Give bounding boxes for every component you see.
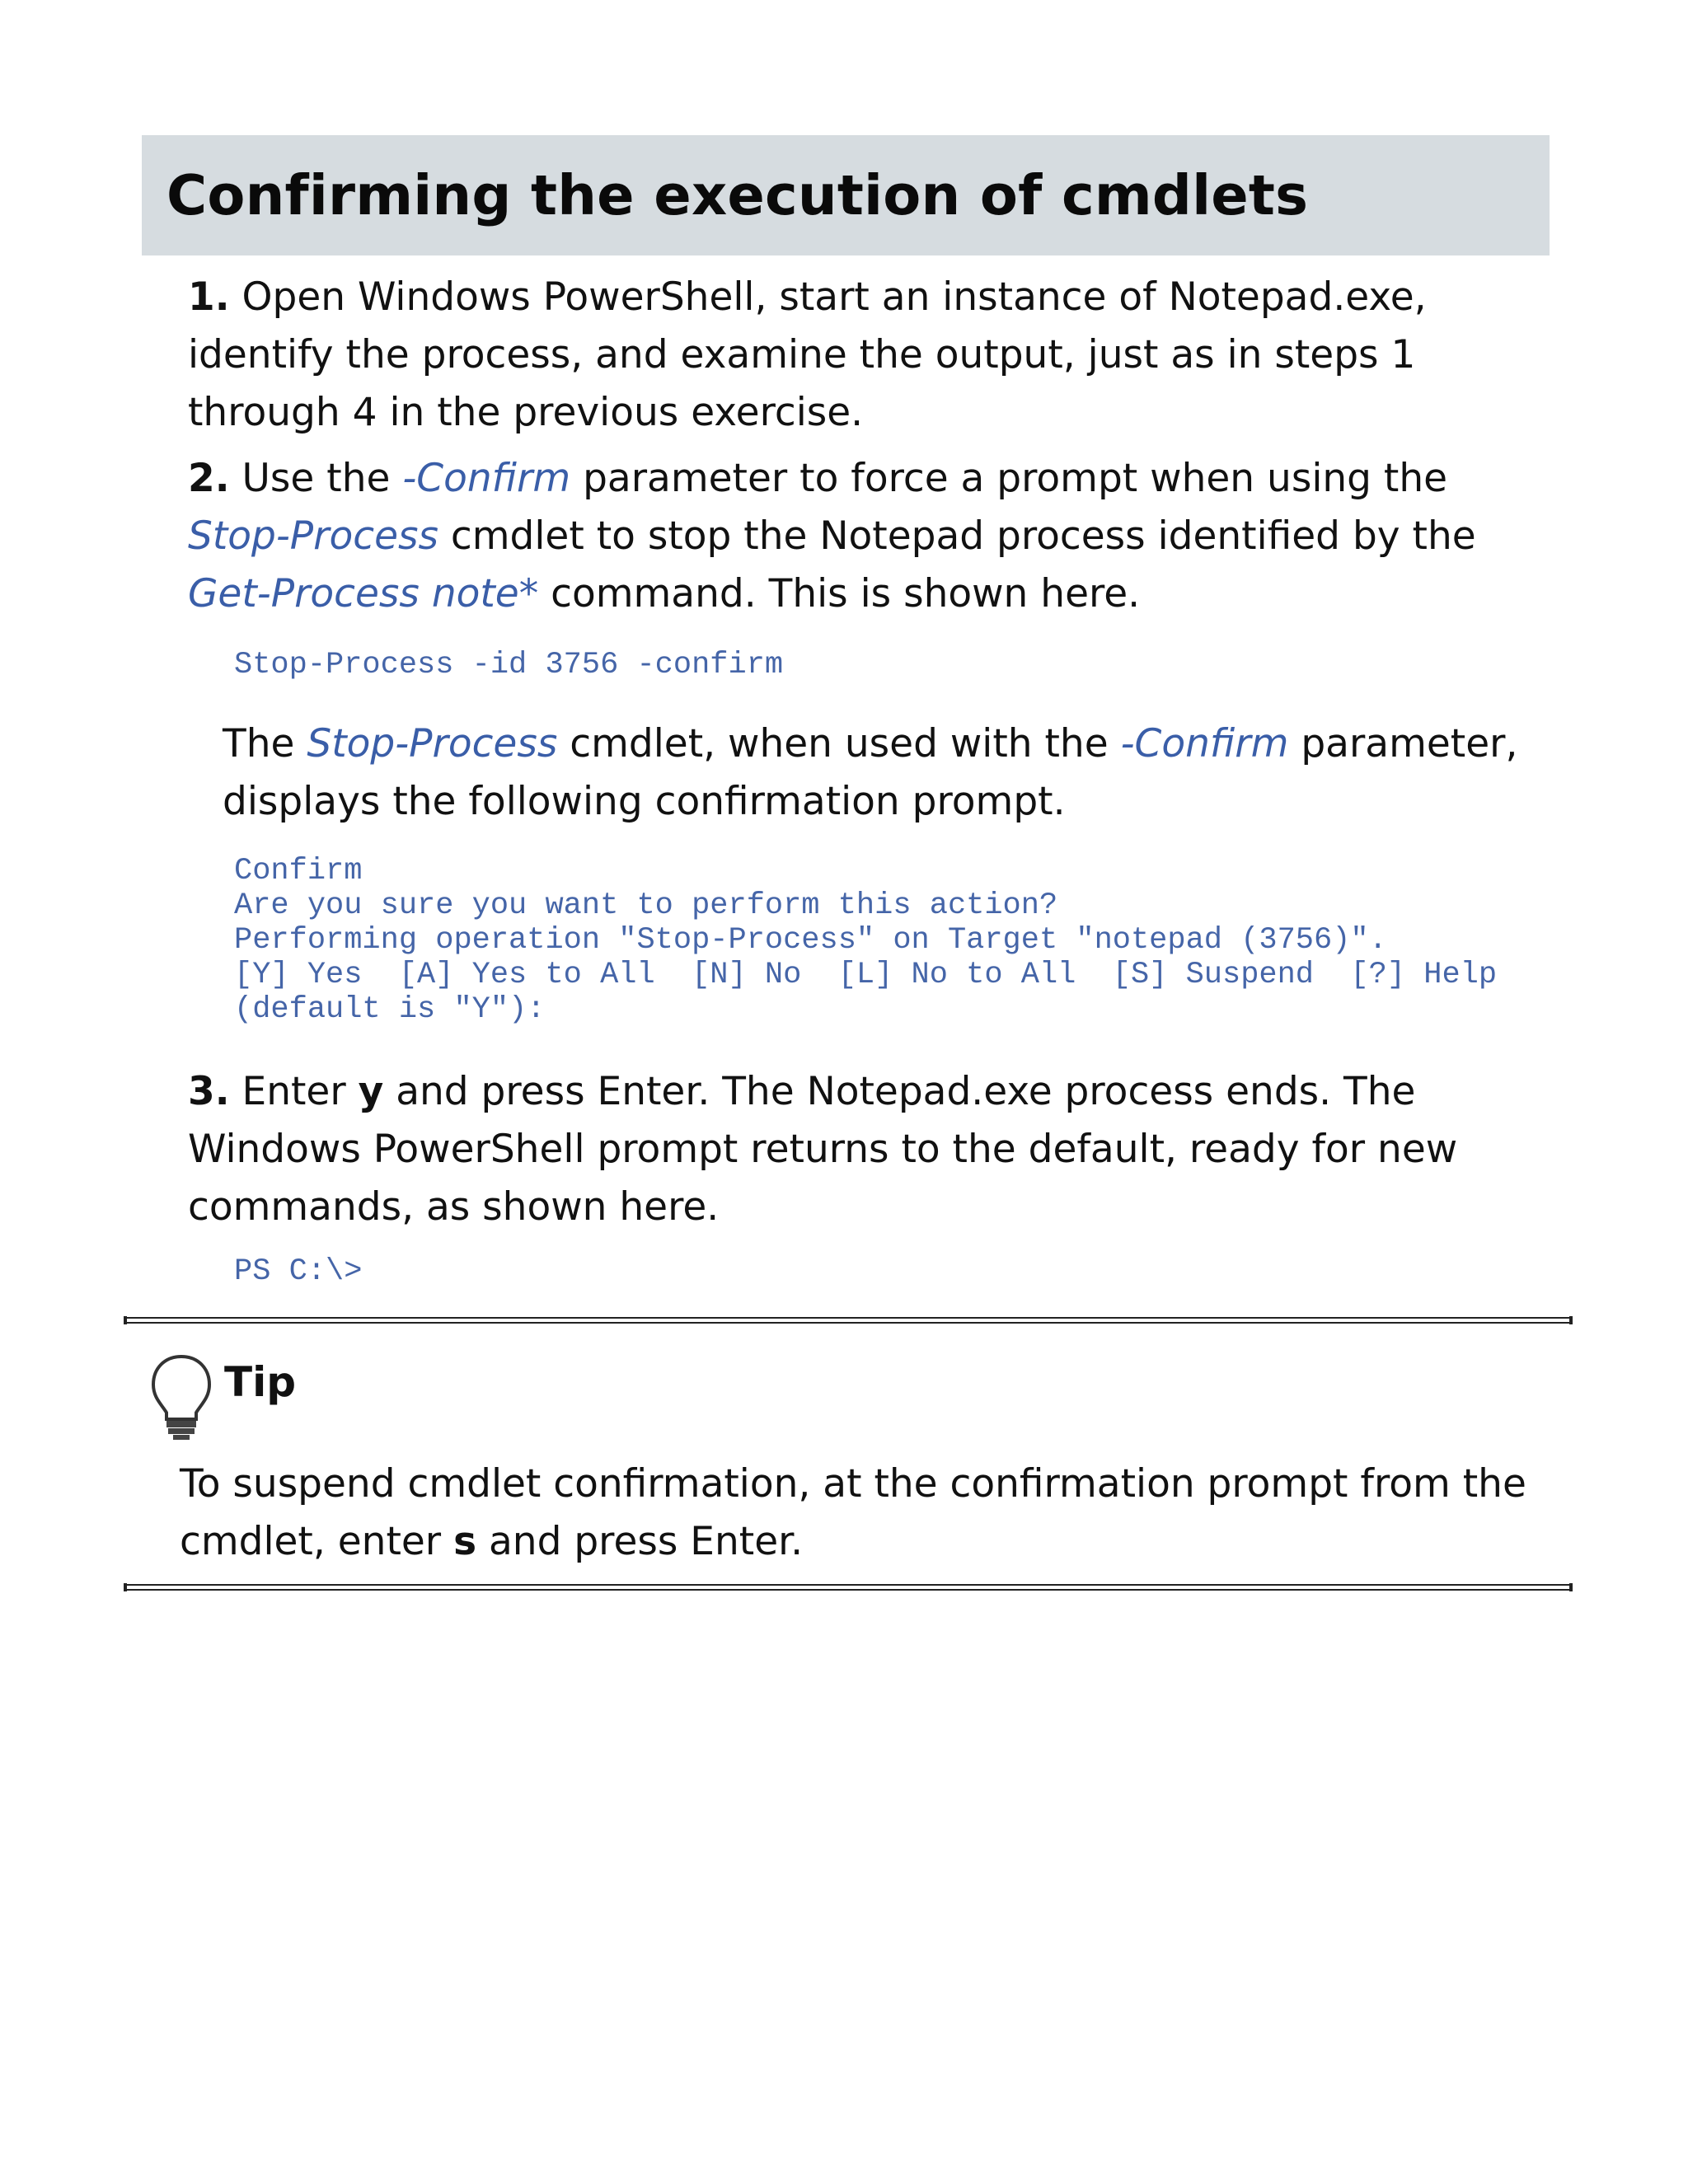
section-title: Confirming the execution of cmdlets (166, 163, 1309, 227)
tip-bottom-rule (124, 1584, 1573, 1591)
step-text-post: command. This is shown here. (538, 571, 1141, 616)
step-text-pre: Use the (241, 456, 403, 501)
step-number: 3. (188, 1069, 230, 1114)
code-line: (default is "Y"): (234, 992, 546, 1027)
term-stop-process: Stop-Process (188, 513, 438, 559)
step-1 (188, 269, 1556, 442)
step-3 (188, 1063, 1556, 1236)
followup-mid: cmdlet, when used with the (557, 721, 1121, 766)
tip-body (180, 1455, 1531, 1571)
tip-text-post: and press Enter. (476, 1519, 804, 1564)
code-line: Performing operation "Stop-Process" on Target "notepad (3756)". (234, 923, 1387, 958)
term-confirm: -Confirm (1120, 721, 1289, 766)
term-get-process: Get-Process note* (188, 571, 539, 616)
step-2 (188, 450, 1556, 623)
tip-top-rule (124, 1317, 1573, 1324)
tip-text-pre: To suspend cmdlet confirmation, at the confirmation prompt from the cmdlet, enter (180, 1461, 1526, 1564)
tip-title: Tip (224, 1358, 297, 1406)
lightbulb-icon (148, 1352, 214, 1442)
code-ps-prompt: PS C:\> (234, 1254, 363, 1289)
code-line: Are you sure you want to perform this action? (234, 888, 1058, 923)
code-line: [Y] Yes [A] Yes to All [N] No [L] No to All [S] Suspend [?] Help (234, 958, 1498, 992)
step-number: 1. (188, 274, 230, 320)
step-text: Open Windows PowerShell, start an instance of Notepad.exe, identify the process, and examine the output, just as in steps 1 through 4 in the previous exercise. (188, 274, 1427, 435)
step-text-pre: Enter (241, 1069, 359, 1114)
step-2-followup (223, 715, 1574, 831)
term-confirm: -Confirm (402, 456, 571, 501)
followup-post: parameter, displays the following confirmation prompt. (223, 721, 1518, 824)
code-stop-process: Stop-Process -id 3756 -confirm (234, 648, 784, 682)
section-heading-box (142, 135, 1550, 255)
followup-pre: The (223, 721, 307, 766)
step-text-mid: parameter to force a prompt when using the (570, 456, 1448, 501)
tip-text-bold: s (453, 1519, 477, 1564)
term-stop-process: Stop-Process (307, 721, 558, 766)
step-number: 2. (188, 456, 230, 501)
code-line: Confirm (234, 854, 363, 888)
step-text-bold: y (358, 1069, 384, 1114)
step-text-mid: cmdlet to stop the Notepad process identified by the (438, 513, 1476, 559)
step-text-post: and press Enter. The Notepad.exe process ends. The Windows PowerShell prompt returns to the default, ready for new commands, as shown here. (188, 1069, 1458, 1230)
